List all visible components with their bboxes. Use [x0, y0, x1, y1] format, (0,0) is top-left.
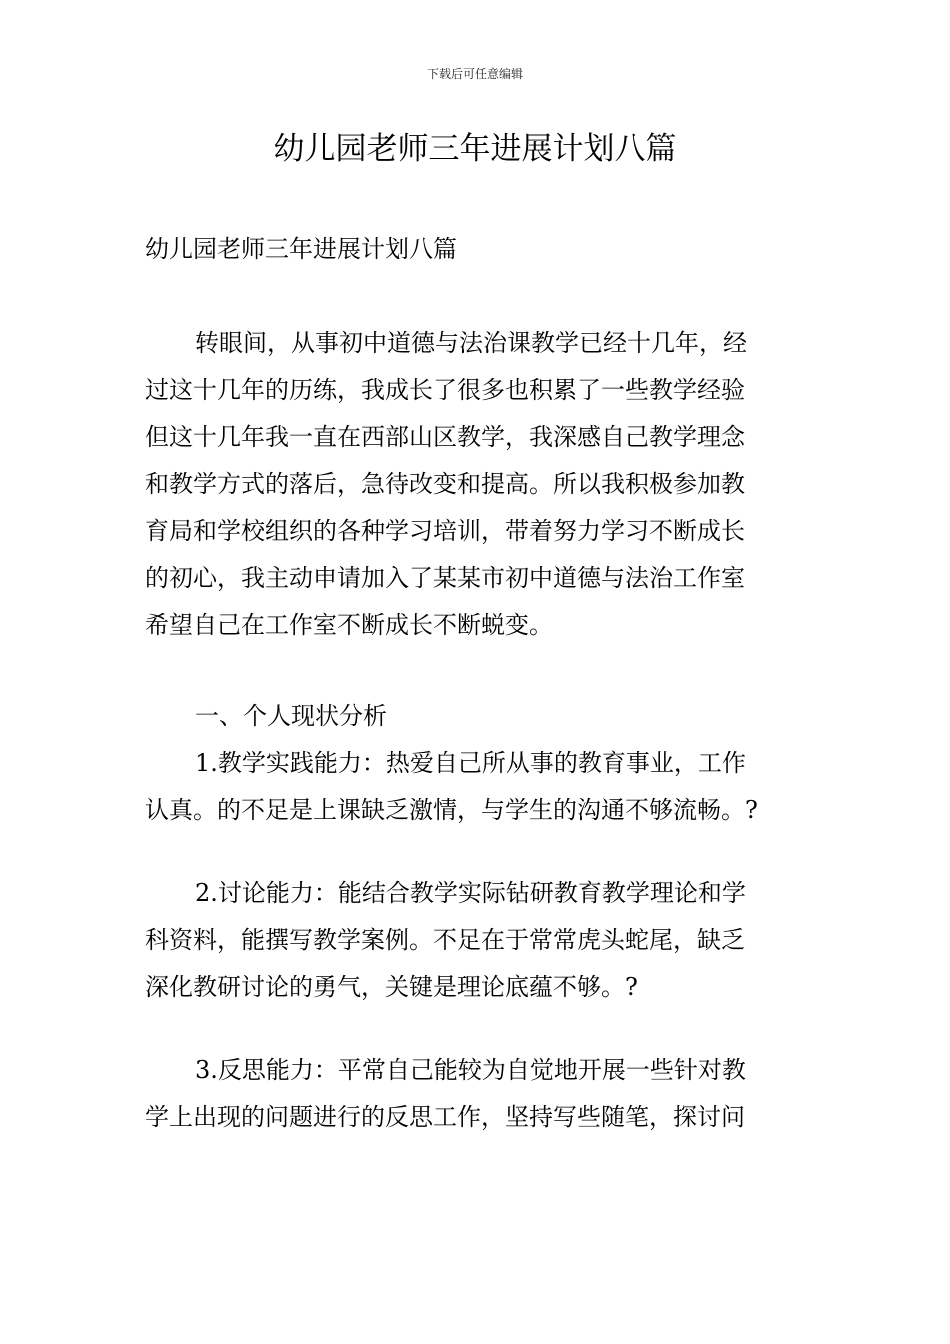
item-paragraph [145, 1047, 807, 1141]
document-title: 幼儿园老师三年进展计划八篇 [273, 131, 677, 167]
section-heading: 一、个人现状分析 [195, 702, 387, 730]
paragraph-line: 1.教学实践能力：热爱自己所从事的教育事业，工作 [195, 749, 746, 777]
spacer [145, 649, 807, 693]
paragraph-line: 育局和学校组织的各种学习培训，带着努力学习不断成长 [145, 517, 745, 545]
paragraph-line: 认真。的不足是上课缺乏激情，与学生的沟通不够流畅。? [145, 796, 758, 824]
item-paragraph [145, 870, 807, 1011]
paragraph-line: 转眼间，从事初中道德与法治课教学已经十几年，经 [195, 329, 747, 357]
item-paragraph [145, 740, 807, 834]
paragraph-line: 过这十几年的历练，我成长了很多也积累了一些教学经验 [145, 376, 745, 404]
document-body [145, 226, 807, 1141]
paragraph-line: 2.讨论能力：能结合教学实际钻研教育教学理论和学 [195, 879, 746, 907]
paragraph-line: 3.反思能力：平常自己能较为自觉地开展一些针对教 [195, 1056, 746, 1084]
intro-paragraph [145, 320, 807, 649]
paragraph-line: 学上出现的问题进行的反思工作，坚持写些随笔，探讨问 [145, 1103, 745, 1131]
paragraph-line: 科资料，能撰写教学案例。不足在于常常虎头蛇尾，缺乏 [145, 926, 745, 954]
spacer [145, 273, 807, 320]
paragraph-line: 和教学方式的落后，急待改变和提高。所以我积极参加教 [145, 470, 745, 498]
spacer [145, 834, 807, 870]
paragraph-line: 希望自己在工作室不断成长不断蜕变。 [145, 611, 553, 639]
paragraph-line: 但这十几年我一直在西部山区教学，我深感自己教学理念 [145, 423, 745, 451]
paragraph-line: 深化教研讨论的勇气，关键是理论底蕴不够。? [145, 973, 638, 1001]
document-subtitle: 幼儿园老师三年进展计划八篇 [145, 235, 457, 263]
spacer [145, 1011, 807, 1047]
header-note: 下载后可任意编辑 [426, 67, 523, 81]
paragraph-line: 的初心，我主动申请加入了某某市初中道德与法治工作室 [145, 564, 745, 592]
